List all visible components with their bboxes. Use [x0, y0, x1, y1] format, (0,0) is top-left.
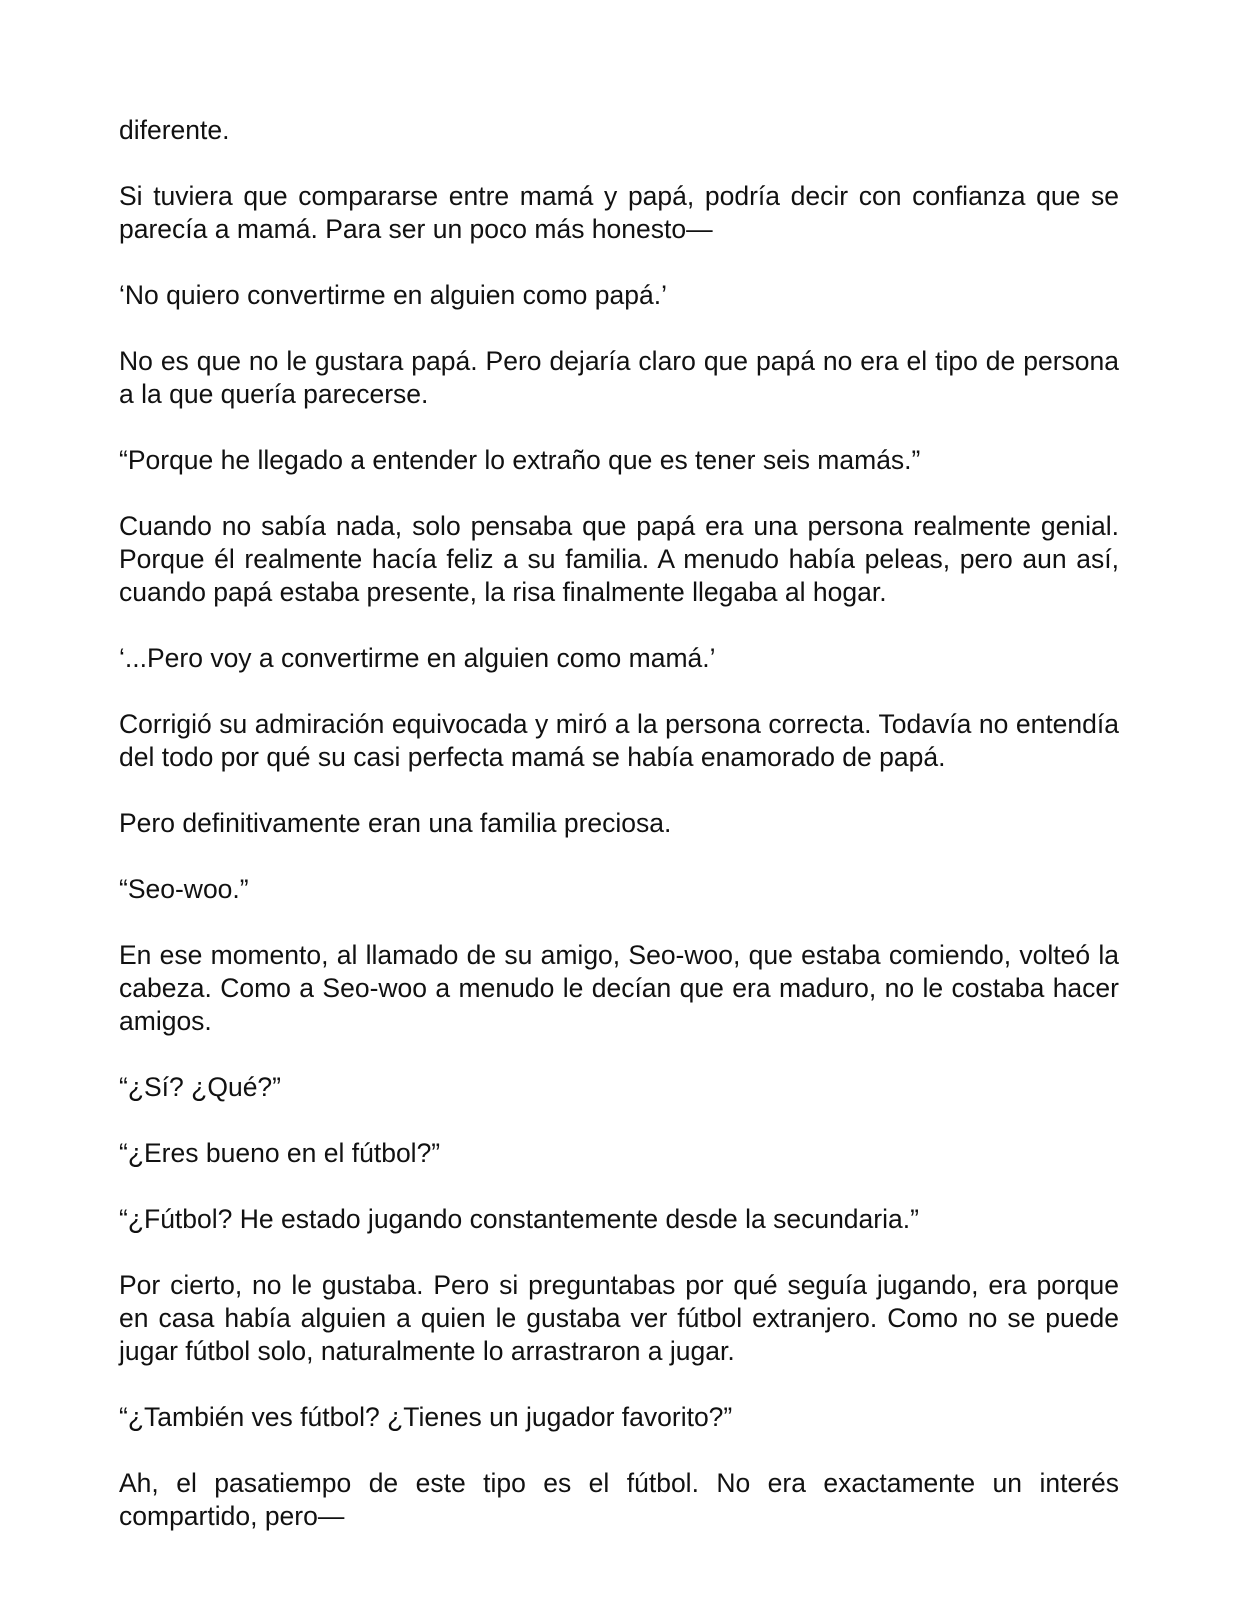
paragraph: “¿También ves fútbol? ¿Tienes un jugador favorito?”	[119, 1402, 733, 1432]
paragraph: ‘No quiero convertirme en alguien como papá.’	[119, 280, 667, 310]
paragraph: “Porque he llegado a entender lo extraño que es tener seis mamás.”	[119, 445, 921, 475]
paragraph: Corrigió su admiración equivocada y miró a la persona correcta. Todavía no entendía del todo por qué su casi perfecta mamá se había enamorado de papá.	[119, 709, 1119, 772]
paragraph: Por cierto, no le gustaba. Pero si preguntabas por qué seguía jugando, era porque en casa había alguien a quien le gustaba ver fútbol extranjero. Como no se puede jugar fútbol solo, naturalmente lo arrastraron a jugar.	[119, 1270, 1119, 1366]
paragraph: No es que no le gustara papá. Pero dejaría claro que papá no era el tipo de persona a la que quería parecerse.	[119, 346, 1119, 409]
paragraph: diferente.	[119, 115, 230, 145]
paragraph: Cuando no sabía nada, solo pensaba que papá era una persona realmente genial. Porque él realmente hacía feliz a su familia. A menudo había peleas, pero aun así, cuando papá estaba presente, la risa finalmente llegaba al hogar.	[119, 511, 1119, 607]
paragraph: Pero definitivamente eran una familia preciosa.	[119, 808, 672, 838]
paragraph: “¿Fútbol? He estado jugando constantemente desde la secundaria.”	[119, 1204, 919, 1234]
paragraph: “Seo-woo.”	[119, 874, 249, 904]
paragraph: ‘...Pero voy a convertirme en alguien como mamá.’	[119, 643, 716, 673]
paragraph: “¿Eres bueno en el fútbol?”	[119, 1138, 441, 1168]
paragraph: En ese momento, al llamado de su amigo, Seo-woo, que estaba comiendo, volteó la cabeza. Como a Seo-woo a menudo le decían que era maduro, no le costaba hacer amigos.	[119, 940, 1119, 1036]
paragraph: Ah, el pasatiempo de este tipo es el fútbol. No era exactamente un interés compartido, pero—	[119, 1468, 1119, 1531]
document-body	[119, 114, 1119, 1566]
paragraph: “¿Sí? ¿Qué?”	[119, 1072, 281, 1102]
paragraph: Si tuviera que compararse entre mamá y papá, podría decir con confianza que se parecía a mamá. Para ser un poco más honesto—	[119, 181, 1119, 244]
